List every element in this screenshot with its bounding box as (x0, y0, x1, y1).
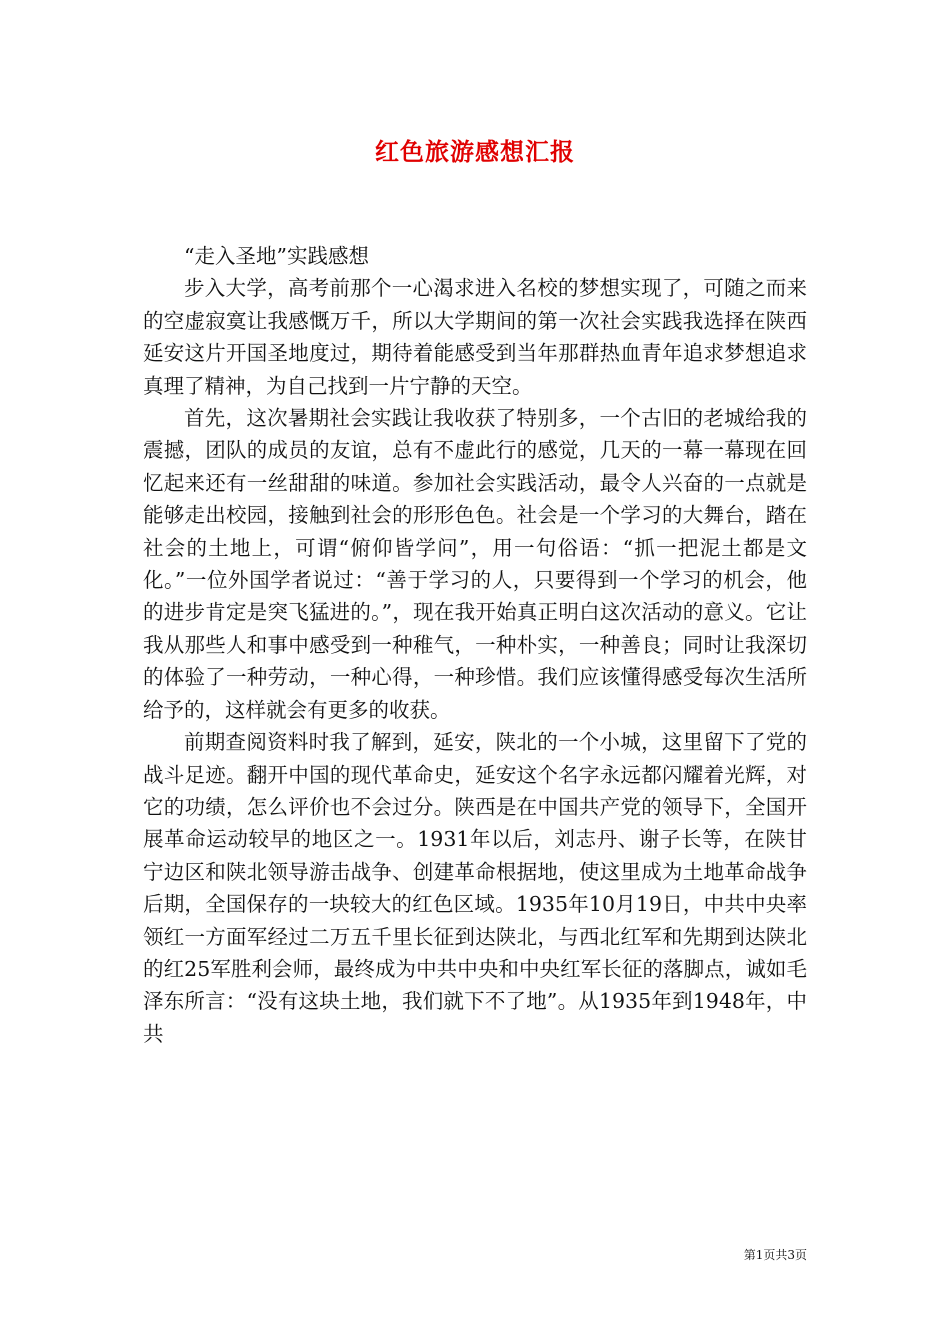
body-paragraph-1: 步入大学，高考前那个一心渴求进入名校的梦想实现了，可随之而来的空虚寂寞让我感慨万千，所以大学期间的第一次社会实践我选择在陕西延安这片开国圣地度过，期待着能感受到当年那群热血青年追求梦想追求真理了精神，为自己找到一片宁静的天空。 (143, 276, 807, 398)
page-number: 第1页共3页 (743, 1248, 807, 1262)
subtitle-paragraph: “走入圣地”实践感想 (184, 244, 369, 268)
body-paragraph-3: 前期查阅资料时我了解到，延安，陕北的一个小城，这里留下了党的战斗足迹。翻开中国的现代革命史，延安这个名字永远都闪耀着光辉，对它的功绩，怎么评价也不会过分。陕西是在中国共产党的领导下，全国开展革命运动较早的地区之一。1931年以后，刘志丹、谢子长等，在陕甘宁边区和陕北领导游击战争、创建革命根据地，使这里成为土地革命战争后期，全国保存的一块较大的红色区域。1935年10月19日，中共中央率领红一方面军经过二万五千里长征到达陕北，与西北红军和先期到达陕北的红25军胜利会师，最终成为中共中央和中央红军长征的落脚点，诚如毛泽东所言：“没有这块土地，我们就下不了地”。从1935年到1948年，中共 (143, 730, 807, 1046)
document-body (143, 240, 807, 1050)
body-paragraph-2: 首先，这次暑期社会实践让我收获了特别多，一个古旧的老城给我的震撼，团队的成员的友谊，总有不虚此行的感觉，几天的一幕一幕现在回忆起来还有一丝甜甜的味道。参加社会实践活动，最令人兴奋的一点就是能够走出校园，接触到社会的形形色色。社会是一个学习的大舞台，踏在社会的土地上，可谓“俯仰皆学问”，用一句俗语：“抓一把泥土都是文化。”一位外国学者说过：“善于学习的人，只要得到一个学习的机会，他的进步肯定是突飞猛进的。”，现在我开始真正明白这次活动的意义。它让我从那些人和事中感受到一种稚气，一种朴实，一种善良；同时让我深切的体验了一种劳动，一种心得，一种珍惜。我们应该懂得感受每次生活所给予的，这样就会有更多的收获。 (143, 406, 807, 722)
document-title: 红色旅游感想汇报 (375, 137, 575, 166)
